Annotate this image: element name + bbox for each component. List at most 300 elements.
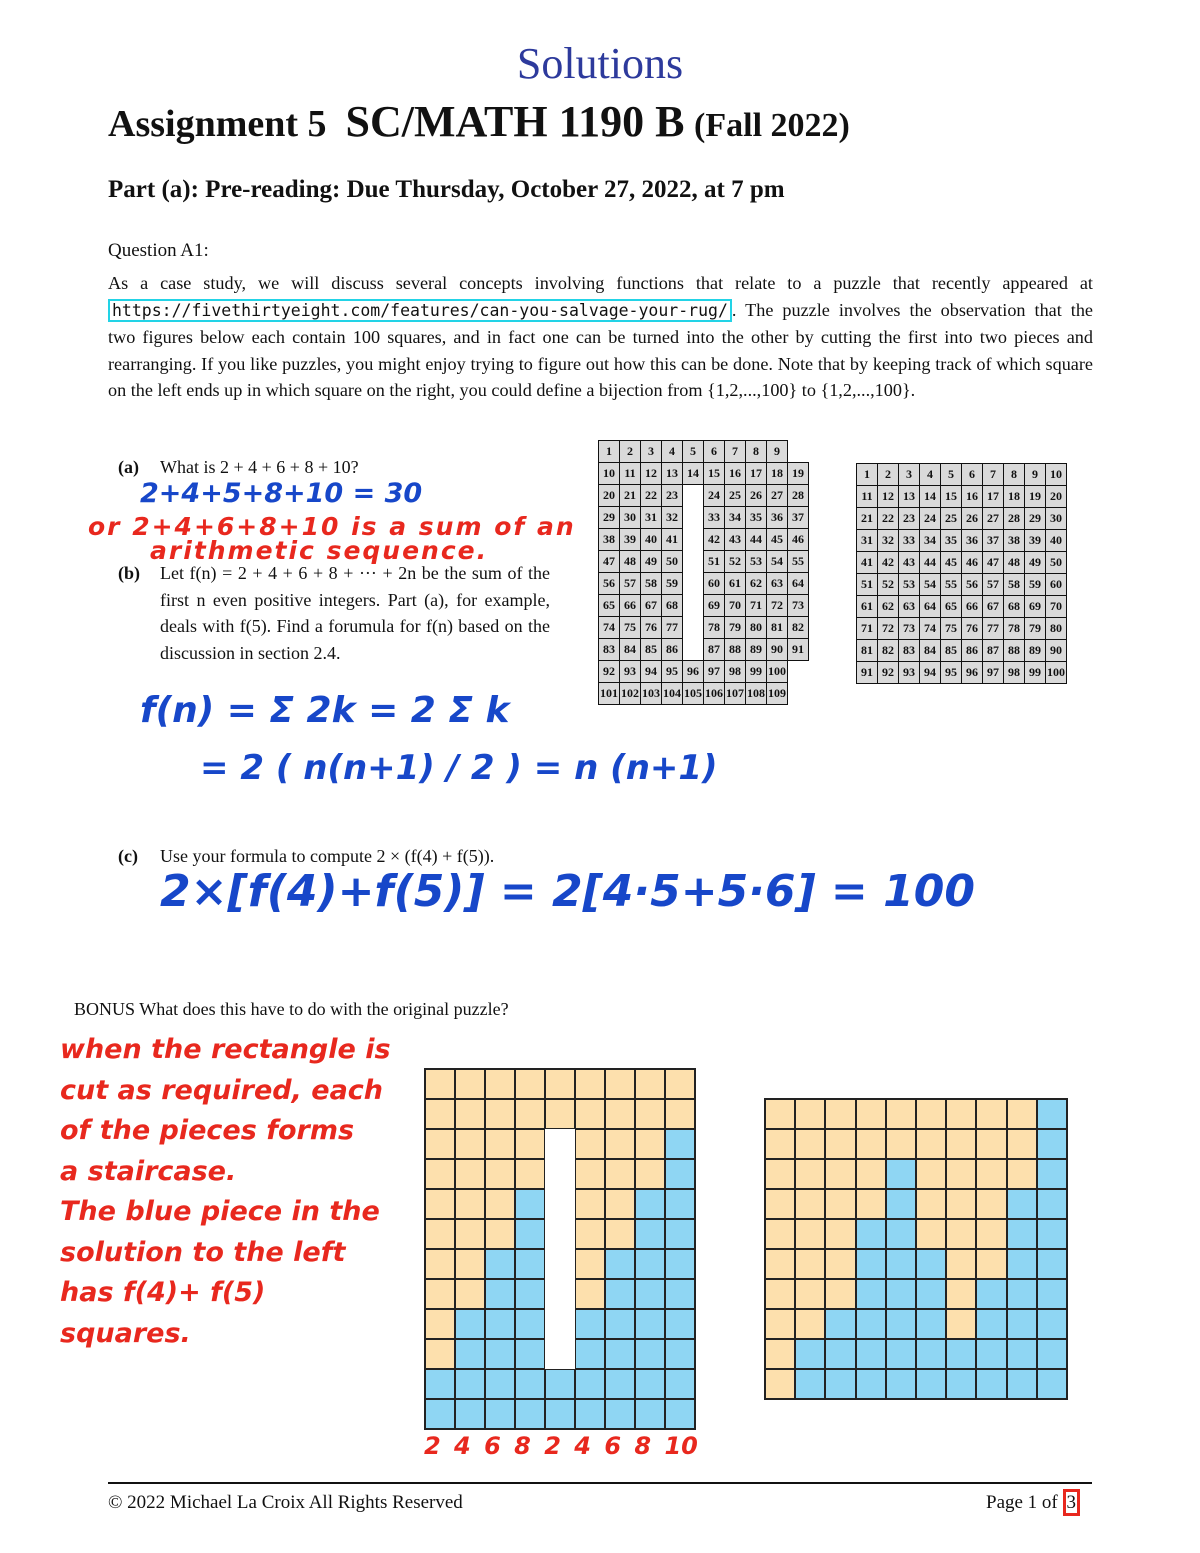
grid-square [485,1069,515,1099]
grid-cell: 52 [725,551,746,573]
grid-cell: 47 [599,551,620,573]
grid-square [976,1309,1006,1339]
grid-square [825,1219,855,1249]
grid-cell: 49 [1025,552,1046,574]
grid-square [635,1339,665,1369]
grid-cell: 74 [599,617,620,639]
grid-cell: 94 [641,661,662,683]
grid-square [886,1369,916,1399]
grid-cell: 102 [620,683,641,705]
grid-gap [545,1339,575,1369]
grid-square [916,1099,946,1129]
grid-cell: 12 [878,486,899,508]
grid-cell: 101 [599,683,620,705]
grid-cell: 30 [1046,508,1067,530]
grid-cell: 51 [857,574,878,596]
grid-square [635,1069,665,1099]
grid-gap [683,639,704,661]
grid-cell: 86 [962,640,983,662]
grid-cell: 60 [704,573,725,595]
grid-cell: 16 [962,486,983,508]
grid-cell: 10 [1046,464,1067,486]
grid-square [1007,1369,1037,1399]
grid-cell: 4 [662,441,683,463]
grid-cell: 15 [704,463,725,485]
grid-cell: 81 [857,640,878,662]
grid-cell: 3 [641,441,662,463]
grid-square [425,1279,455,1309]
grid-square [795,1099,825,1129]
grid-cell: 69 [1025,596,1046,618]
grid-square [886,1099,916,1129]
grid-cell: 52 [878,574,899,596]
grid-cell: 74 [920,618,941,640]
grid-square [1007,1309,1037,1339]
grid-cell: 90 [1046,640,1067,662]
grid-cell: 77 [662,617,683,639]
grid-square [946,1249,976,1279]
grid-cell: 14 [920,486,941,508]
grid-square [455,1249,485,1279]
grid-square [946,1369,976,1399]
grid-cell: 21 [857,508,878,530]
grid-square [1037,1309,1067,1339]
grid-square [455,1279,485,1309]
grid-cell: 6 [962,464,983,486]
page-number: Page 1 of 3 [986,1492,1080,1514]
solutions-heading: Solutions [516,39,684,88]
grid-square [795,1339,825,1369]
grid-cell: 11 [620,463,641,485]
grid-square [1037,1129,1067,1159]
grid-cell: 17 [746,463,767,485]
grid-cell: 48 [620,551,641,573]
grid-square [1037,1099,1067,1129]
grid-square [635,1309,665,1339]
grid-cell: 33 [704,507,725,529]
grid-square [886,1159,916,1189]
grid-square [665,1339,695,1369]
grid-cell: 38 [1004,530,1025,552]
grid-square [1007,1189,1037,1219]
grid-cell: 82 [788,617,809,639]
grid-cell: 78 [704,617,725,639]
grid-square [455,1189,485,1219]
grid-cell: 17 [983,486,1004,508]
grid-cell: 40 [641,529,662,551]
grid-cell: 66 [962,596,983,618]
grid-square [425,1099,455,1129]
grid-cell: 66 [620,595,641,617]
grid-square [605,1369,635,1399]
grid-cell: 46 [962,552,983,574]
grid-cell: 8 [1004,464,1025,486]
grid-square [485,1309,515,1339]
grid-square [1037,1369,1067,1399]
answer-b-line2: = 2 ( n(n+1) / 2 ) = n (n+1) [200,748,718,788]
grid-square [795,1129,825,1159]
grid-cell: 13 [899,486,920,508]
grid-square [575,1099,605,1129]
grid-square [485,1399,515,1429]
grid-square [455,1399,485,1429]
grid-square [485,1099,515,1129]
grid-square [545,1369,575,1399]
grid-cell: 82 [878,640,899,662]
bonus-line: squares. [60,1317,191,1349]
grid-cell: 71 [857,618,878,640]
grid-gap [545,1309,575,1339]
grid-cell: 35 [941,530,962,552]
grid-cell: 11 [857,486,878,508]
grid-square [455,1069,485,1099]
answer-b-line1: f(n) = Σ 2k = 2 Σ k [140,690,510,731]
grid-cell: 65 [599,595,620,617]
grid-square [515,1129,545,1159]
grid-gap [545,1219,575,1249]
grid-square [886,1189,916,1219]
grid-square [605,1159,635,1189]
grid-cell: 55 [788,551,809,573]
grid-cell: 53 [899,574,920,596]
grid-gap [788,661,809,683]
grid-cell: 10 [599,463,620,485]
grid-cell: 45 [941,552,962,574]
grid-cell: 14 [683,463,704,485]
grid-square [856,1309,886,1339]
grid-cell: 75 [620,617,641,639]
part-a-heading: Part (a): Pre-reading: Due Thursday, October 27, 2022, at 7 pm [108,176,785,203]
grid-cell: 28 [1004,508,1025,530]
grid-cell: 80 [1046,618,1067,640]
part-b: (b) Let f(n) = 2 + 4 + 6 + 8 + ··· + 2n be the sum of the first n even positive integers. Part (a), for example, deals with f(5). Find a forumula for f(n) based on the discussion in section 2.4. [118,563,550,663]
grid-cell: 46 [788,529,809,551]
grid-cell: 9 [1025,464,1046,486]
grid-cell: 87 [983,640,1004,662]
grid-cell: 18 [1004,486,1025,508]
grid-cell: 78 [1004,618,1025,640]
grid-cell: 83 [599,639,620,661]
grid-cell: 25 [725,485,746,507]
grid-cell: 95 [941,662,962,684]
grid-square [976,1159,1006,1189]
part-a: (a) What is 2 + 4 + 6 + 8 + 10? [118,457,359,477]
grid-cell: 36 [767,507,788,529]
grid-cell: 64 [788,573,809,595]
grid-square [1037,1159,1067,1189]
bonus-line: of the pieces forms [60,1115,355,1146]
grid-cell: 73 [788,595,809,617]
grid-cell: 98 [725,661,746,683]
grid-cell: 58 [1004,574,1025,596]
grid-cell: 77 [983,618,1004,640]
grid-square [605,1249,635,1279]
grid-cell: 1 [857,464,878,486]
grid-square [425,1339,455,1369]
grid-cell: 89 [746,639,767,661]
grid-square [1007,1159,1037,1189]
grid-square [575,1129,605,1159]
grid-square [545,1069,575,1099]
grid-cell: 92 [878,662,899,684]
grid-square [635,1099,665,1129]
grid-square [825,1279,855,1309]
grid-cell: 97 [983,662,1004,684]
grid-square [425,1069,455,1099]
bonus-line: solution to the left [60,1236,346,1268]
grid-square [976,1369,1006,1399]
grid-square [635,1249,665,1279]
grid-cell: 38 [599,529,620,551]
grid-cell: 79 [725,617,746,639]
grid-cell: 68 [1004,596,1025,618]
grid-cell: 7 [725,441,746,463]
grid-square [765,1189,795,1219]
grid-cell: 89 [1025,640,1046,662]
grid-cell: 93 [899,662,920,684]
grid-square [795,1219,825,1249]
grid-square [425,1159,455,1189]
grid-gap [545,1129,575,1159]
grid-square [976,1219,1006,1249]
grid-square [795,1369,825,1399]
grid-cell: 48 [1004,552,1025,574]
grid-cell: 13 [662,463,683,485]
grid-cell: 84 [920,640,941,662]
grid-square [425,1129,455,1159]
colored-grid-right [764,1098,1068,1400]
grid-square [795,1189,825,1219]
grid-gap [545,1249,575,1279]
grid-cell: 59 [1025,574,1046,596]
grid-square [485,1339,515,1369]
grid-cell: 8 [746,441,767,463]
grid-square [765,1249,795,1279]
grid-cell: 62 [878,596,899,618]
grid-square [635,1159,665,1189]
grid-cell: 65 [941,596,962,618]
column-counts: 2 4 6 8 2 4 6 8 10 [424,1432,698,1460]
grid-gap [788,441,809,463]
bonus-line: when the rectangle is [60,1034,391,1065]
grid-square [605,1309,635,1339]
grid-cell: 21 [620,485,641,507]
grid-cell: 35 [746,507,767,529]
grid-cell: 32 [662,507,683,529]
grid-cell: 88 [1004,640,1025,662]
grid-cell: 88 [725,639,746,661]
grid-square [856,1159,886,1189]
bonus-line: a staircase. [60,1155,237,1187]
part-c: (c) Use your formula to compute 2 × (f(4) + f(5)). [118,846,495,866]
grid-square [765,1279,795,1309]
grid-square [976,1339,1006,1369]
grid-cell: 58 [641,573,662,595]
grid-square [425,1219,455,1249]
grid-square [795,1249,825,1279]
grid-cell: 32 [878,530,899,552]
grid-square [665,1069,695,1099]
grid-square [665,1189,695,1219]
grid-cell: 90 [767,639,788,661]
grid-cell: 33 [899,530,920,552]
grid-cell: 45 [767,529,788,551]
grid-square [515,1069,545,1099]
grid-square [665,1099,695,1129]
numbered-grid-right [856,463,1067,684]
grid-square [575,1339,605,1369]
grid-cell: 50 [1046,552,1067,574]
grid-square [946,1129,976,1159]
grid-square [856,1279,886,1309]
grid-square [976,1099,1006,1129]
grid-square [515,1399,545,1429]
grid-cell: 85 [941,640,962,662]
note-a-line1: or 2+4+6+8+10 is a sum of an [88,512,576,541]
grid-cell: 54 [767,551,788,573]
grid-cell: 22 [878,508,899,530]
grid-cell: 43 [899,552,920,574]
grid-square [515,1309,545,1339]
question-heading: Question A1: [108,240,209,261]
copyright: © 2022 Michael La Croix All Rights Reserved [108,1492,463,1513]
grid-cell: 81 [767,617,788,639]
grid-square [976,1129,1006,1159]
grid-cell: 29 [1025,508,1046,530]
grid-cell: 41 [662,529,683,551]
numbered-grid-left [598,440,809,705]
grid-square [455,1099,485,1129]
grid-square [916,1129,946,1159]
grid-square [1007,1339,1037,1369]
grid-cell: 51 [704,551,725,573]
grid-square [825,1099,855,1129]
grid-cell: 55 [941,574,962,596]
grid-square [485,1189,515,1219]
grid-square [575,1219,605,1249]
grid-square [605,1399,635,1429]
grid-cell: 96 [683,661,704,683]
grid-cell: 63 [899,596,920,618]
grid-square [916,1369,946,1399]
grid-square [455,1339,485,1369]
grid-cell: 26 [746,485,767,507]
grid-gap [683,573,704,595]
grid-cell: 36 [962,530,983,552]
grid-square [825,1129,855,1159]
bonus-line: cut as required, each [60,1074,384,1106]
grid-cell: 87 [704,639,725,661]
grid-square [1007,1219,1037,1249]
grid-cell: 27 [767,485,788,507]
grid-square [886,1219,916,1249]
grid-square [515,1279,545,1309]
page-title [108,96,850,147]
grid-cell: 83 [899,640,920,662]
grid-cell: 12 [641,463,662,485]
grid-cell: 40 [1046,530,1067,552]
grid-square [765,1369,795,1399]
grid-square [485,1159,515,1189]
grid-cell: 44 [920,552,941,574]
grid-cell: 95 [662,661,683,683]
grid-cell: 57 [983,574,1004,596]
grid-square [605,1339,635,1369]
grid-square [485,1279,515,1309]
grid-cell: 37 [788,507,809,529]
grid-square [765,1219,795,1249]
grid-cell: 16 [725,463,746,485]
grid-cell: 67 [983,596,1004,618]
grid-cell: 44 [746,529,767,551]
grid-square [575,1309,605,1339]
grid-square [545,1099,575,1129]
grid-cell: 98 [1004,662,1025,684]
grid-gap [683,507,704,529]
grid-square [976,1249,1006,1279]
grid-cell: 99 [746,661,767,683]
grid-square [946,1279,976,1309]
grid-cell: 28 [788,485,809,507]
grid-cell: 24 [704,485,725,507]
grid-cell: 7 [983,464,1004,486]
grid-square [635,1219,665,1249]
grid-cell: 37 [983,530,1004,552]
bonus-line: has f(4)+ f(5) [60,1277,266,1308]
note-a-line2: arithmetic sequence. [150,536,489,565]
grid-square [856,1189,886,1219]
grid-square [765,1309,795,1339]
grid-square [856,1219,886,1249]
grid-cell: 39 [620,529,641,551]
grid-cell: 23 [899,508,920,530]
grid-square [425,1369,455,1399]
grid-square [1007,1099,1037,1129]
footer-rule [108,1482,1092,1484]
grid-cell: 84 [620,639,641,661]
grid-square [1007,1249,1037,1279]
bonus-answer [60,1030,391,1354]
grid-cell: 97 [704,661,725,683]
grid-square [515,1099,545,1129]
grid-square [515,1159,545,1189]
grid-square [856,1099,886,1129]
grid-square [916,1279,946,1309]
colored-grid-left [424,1068,696,1430]
grid-square [916,1339,946,1369]
grid-square [455,1129,485,1159]
grid-square [856,1129,886,1159]
grid-square [545,1399,575,1429]
puzzle-link[interactable]: https://fivethirtyeight.com/features/can-you-salvage-your-rug/ [108,299,732,322]
grid-cell: 76 [641,617,662,639]
grid-square [575,1069,605,1099]
grid-cell: 91 [788,639,809,661]
grid-cell: 61 [725,573,746,595]
grid-square [485,1249,515,1279]
grid-square [665,1369,695,1399]
grid-cell: 27 [983,508,1004,530]
grid-cell: 54 [920,574,941,596]
grid-cell: 42 [878,552,899,574]
grid-square [795,1159,825,1189]
grid-square [665,1129,695,1159]
grid-cell: 5 [941,464,962,486]
grid-cell: 56 [599,573,620,595]
grid-square [605,1189,635,1219]
grid-cell: 96 [962,662,983,684]
grid-square [575,1189,605,1219]
